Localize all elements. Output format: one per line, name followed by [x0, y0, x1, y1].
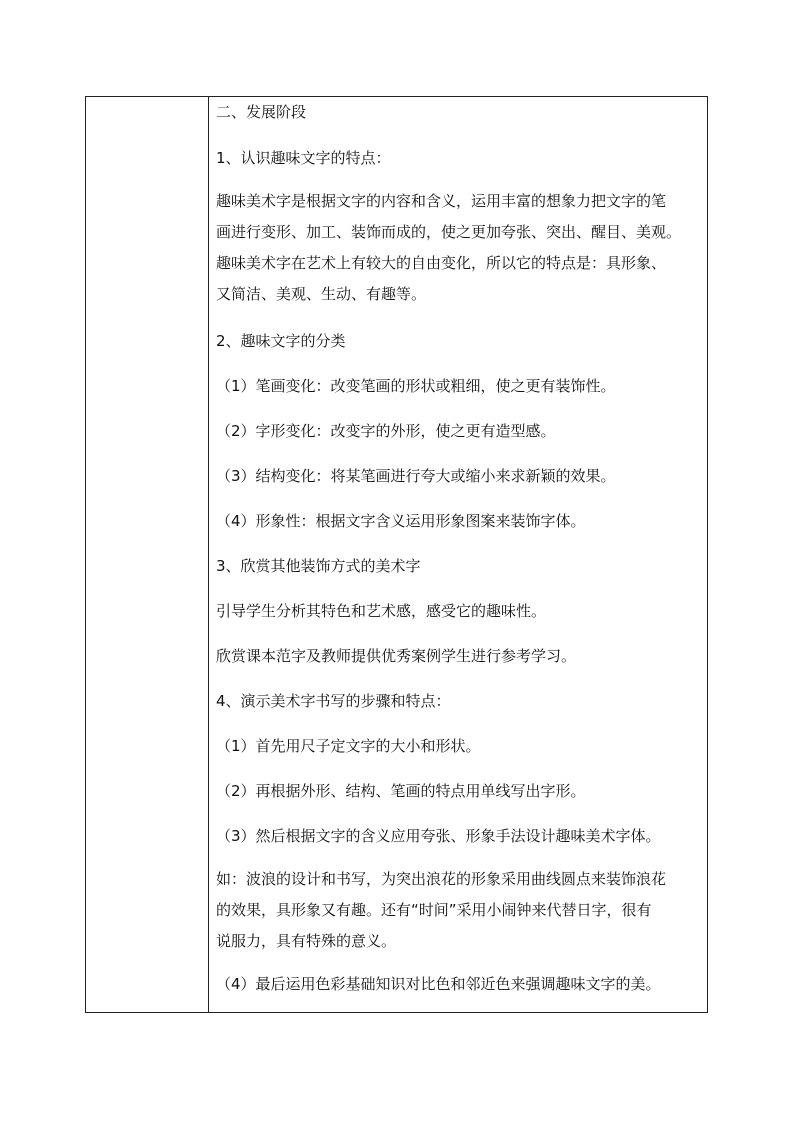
list-item: （1）笔画变化：改变笔画的形状或粗细，使之更有装饰性。 — [216, 377, 616, 395]
paragraph-line: 的效果，具形象又有趣。还有“时间”采用小闹钟来代替日字，很有 — [216, 901, 652, 919]
list-item: （3）然后根据文字的含义应用夸张、形象手法设计趣味美术字体。 — [216, 827, 661, 845]
section-1-title: 1、认识趣味文字的特点： — [216, 149, 391, 167]
section-3-line: 引导学生分析其特色和艺术感，感受它的趣味性。 — [216, 602, 547, 620]
paragraph-line: 趣味美术字在艺术上有较大的自由变化，所以它的特点是：具形象、 — [216, 254, 667, 272]
section-2-title: 2、趣味文字的分类 — [216, 332, 346, 350]
paragraph-line: 如：波浪的设计和书写，为突出浪花的形象采用曲线圆点来装饰浪花 — [216, 870, 667, 888]
paragraph-line: 趣味美术字是根据文字的内容和含义，运用丰富的想象力把文字的笔 — [216, 192, 667, 210]
section-1-paragraph — [216, 190, 697, 305]
section-4-title: 4、演示美术字书写的步骤和特点： — [216, 692, 451, 710]
list-item: （2）再根据外形、结构、笔画的特点用单线写出字形。 — [216, 782, 586, 800]
list-item: （4）形象性：根据文字含义运用形象图案来装饰字体。 — [216, 512, 586, 530]
list-item: （3）结构变化：将某笔画进行夸大或缩小来求新颖的效果。 — [216, 467, 616, 485]
lesson-table — [85, 96, 708, 1013]
section-3-title: 3、欣赏其他装饰方式的美术字 — [216, 557, 421, 575]
list-item: （2）字形变化：改变字的外形，使之更有造型感。 — [216, 422, 556, 440]
table-left-column — [86, 97, 209, 1012]
paragraph-line: 说服力，具有特殊的意义。 — [216, 932, 397, 950]
paragraph-line: 又简洁、美观、生动、有趣等。 — [216, 285, 427, 303]
list-item: （4）最后运用色彩基础知识对比色和邻近色来强调趣味文字的美。 — [216, 975, 661, 993]
section-3-line: 欣赏课本范字及教师提供优秀案例学生进行参考学习。 — [216, 647, 577, 665]
stage-heading: 二、发展阶段 — [216, 103, 307, 121]
paragraph-line: 画进行变形、加工、装饰而成的，使之更加夸张、突出、醒目、美观。 — [216, 223, 682, 241]
example-paragraph — [216, 868, 697, 952]
list-item: （1）首先用尺子定文字的大小和形状。 — [216, 737, 481, 755]
